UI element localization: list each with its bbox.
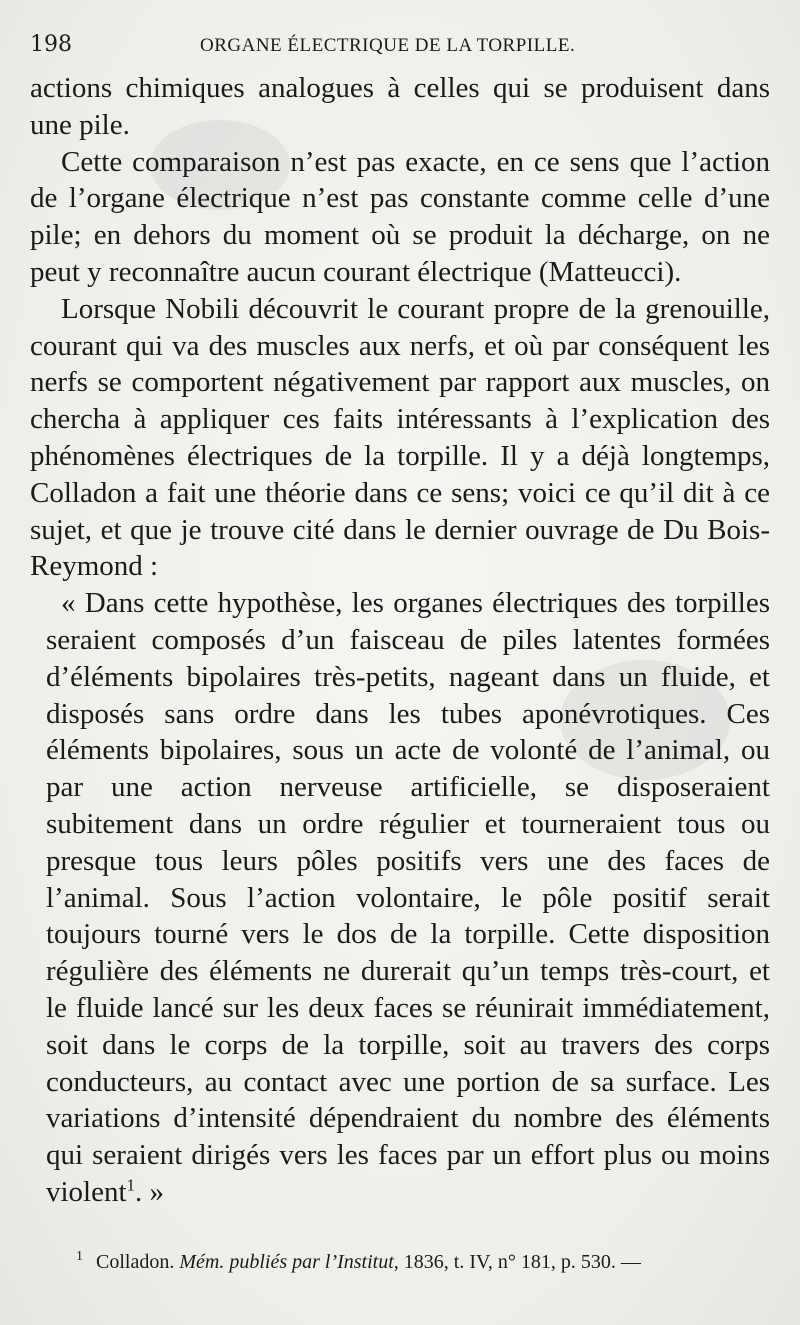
footnote-author: Colladon. <box>96 1251 175 1273</box>
quotation <box>30 585 770 1211</box>
quotation-text: « Dans cette hypothèse, les organes électriques des torpilles seraient composés d’un faisceau de piles latentes formées d’éléments bipolaires très-petits, nageant dans un fluide, et disposés sans ordre dans les tubes aponévrotiques. Ces éléments bipolaires, sous un acte de volonté de l’animal, ou par une action nerveuse artificielle, se disposeraient subitement dans un ordre régulier et tourneraient tous ou presque tous leurs pôles positifs vers une des faces de l’animal. Sous l’action volontaire, le pôle positif serait toujours tourné vers le dos de la torpille. Cette disposition régulière des éléments ne durerait qu’un temps très-court, et le fluide lancé sur les deux faces se réunirait immédiatement, soit dans le corps de la torpille, soit au travers des corps conducteurs, au contact avec une portion de sa surface. Les variations d’intensité dépendraient du nombre des éléments qui seraient dirigés vers les faces par un effort plus ou moins violent <box>46 587 770 1208</box>
paragraph-1: actions chimiques analogues à celles qui se produisent dans une pile. <box>30 72 770 141</box>
quotation-close: . » <box>135 1175 165 1208</box>
footnote <box>76 1250 776 1274</box>
footnote-reference: 1 <box>126 1175 136 1195</box>
page-number: 198 <box>30 32 72 57</box>
footnote-marker: 1 <box>76 1249 83 1265</box>
page-header <box>30 32 770 62</box>
body-text <box>30 70 770 1211</box>
footnote-details: 1836, t. IV, n° 181, p. 530. — <box>403 1251 641 1273</box>
paragraph-3: Lorsque Nobili découvrit le courant propre de la grenouille, courant qui va des muscles aux nerfs, et où par conséquent les nerfs se comportent négativement par rapport aux muscles, on chercha à appliquer ces faits intéressants à l’explication des phénomènes électriques de la torpille. Il y a déjà longtemps, Colladon a fait une théorie dans ce sens; voici ce qu’il dit à ce sujet, et que je trouve cité dans le dernier ouvrage de Du Bois-Reymond : <box>30 292 770 583</box>
running-title: ORGANE ÉLECTRIQUE DE LA TORPILLE. <box>200 35 576 56</box>
footnote-title: Mém. publiés par l’Institut, <box>179 1251 399 1273</box>
paragraph-2: Cette comparaison n’est pas exacte, en ce sens que l’action de l’organe électrique n’est pas constante comme celle d’une pile; en dehors du moment où se produit la décharge, on ne peut y reconnaître aucun courant électrique (Matteucci). <box>30 145 770 288</box>
